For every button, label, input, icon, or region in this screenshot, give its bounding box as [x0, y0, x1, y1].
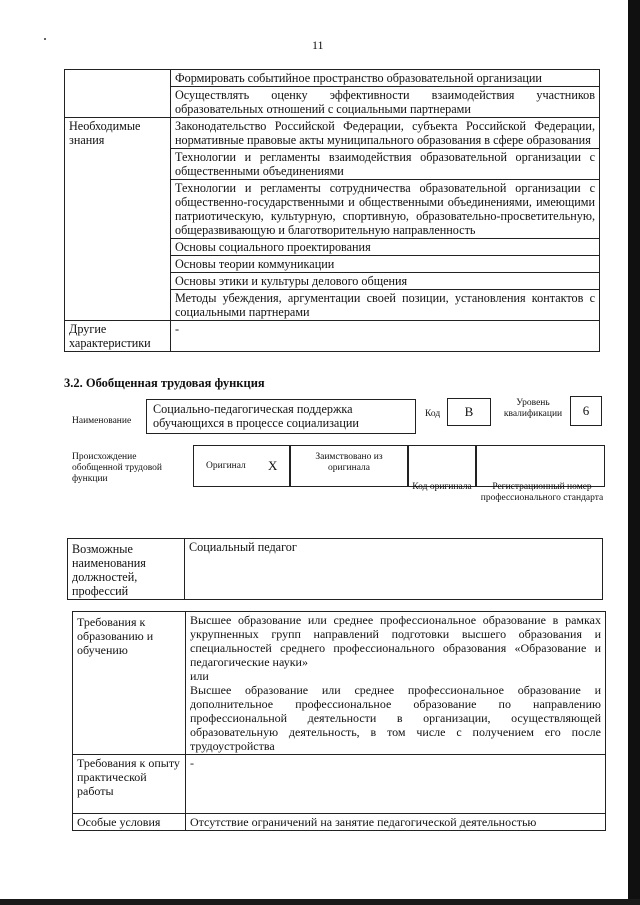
table-row [65, 70, 600, 87]
positions-label: Возможные наименования должностей, профессий [68, 539, 185, 600]
borrowed-label: Заимствовано из оригинала [315, 452, 383, 473]
table-cell: Основы этики и культуры делового общения [171, 273, 600, 290]
origin-label: Происхождение обобщенной трудовой функции [72, 452, 162, 484]
table-cell: Формировать событийное пространство образовательной организации [171, 70, 600, 87]
table-row [65, 118, 600, 149]
table-cell: Основы теории коммуникации [171, 256, 600, 273]
positions-value: Социальный педагог [185, 539, 603, 600]
table-cell: Технологии и регламенты взаимодействия образовательной организации с общественными объединениями [171, 149, 600, 180]
competency-table [64, 69, 600, 352]
level-label: Уровень квалификации [503, 398, 563, 419]
name-box [146, 399, 416, 434]
original-label: Оригинал [206, 461, 246, 471]
section-title: 3.2. Обобщенная трудовая функция [64, 376, 265, 390]
code-label: Код [425, 409, 441, 419]
table-cell: - [171, 321, 600, 352]
reg-number-caption: Регистрационный номер профессионального стандарта [480, 482, 604, 503]
reg-number-box [475, 445, 605, 487]
borrowed-box [289, 445, 409, 487]
name-label: Наименование [72, 416, 132, 426]
education-label: Требования к образованию и обучению [73, 612, 186, 755]
scan-bottom-edge [0, 899, 640, 905]
row-label-other: Другие характеристики [65, 321, 171, 352]
row-label [65, 70, 171, 118]
education-value [186, 612, 606, 755]
function-name: Социально-педагогическая поддержка обучающихся в процессе социализации [153, 402, 359, 430]
positions-table [67, 538, 603, 600]
code-original-box [407, 445, 477, 487]
code-box [447, 398, 491, 426]
table-row [73, 814, 606, 831]
education-text-1: Высшее образование или среднее профессиональное образование в рамках укрупненных групп направлений подготовки высшего образования и специальностей среднего профессионального образования «Образование и педагогические науки» [190, 613, 601, 669]
education-text-2: Высшее образование или среднее профессиональное образование и дополнительное профессиональное образование по направлению профессиональной деятельности в организации, осуществляющей образовательную деятельность, в том числе с получением его после трудоустройства [190, 683, 601, 753]
level-box [570, 396, 602, 426]
table-row [65, 321, 600, 352]
original-mark: X [268, 458, 278, 473]
experience-value: - [186, 755, 606, 814]
scan-edge [628, 0, 640, 905]
table-row [73, 755, 606, 814]
table-cell: Осуществлять оценку эффективности взаимодействия участников образовательных отношений с социальными партнерами [171, 87, 600, 118]
requirements-table [72, 611, 606, 831]
table-row [73, 612, 606, 755]
code-value: B [464, 404, 474, 419]
table-cell: Методы убеждения, аргументации своей позиции, установления контактов с социальными партнерами [171, 290, 600, 321]
original-box [193, 445, 291, 487]
special-label: Особые условия [73, 814, 186, 831]
code-original-caption: Код оригинала [412, 482, 472, 492]
education-or: или [190, 669, 209, 683]
table-row [68, 539, 603, 600]
table-cell: Технологии и регламенты сотрудничества образовательной организации с общественно-государственными и общественными объединениями, имеющими патриотическую, культурную, спортивную, образовательно-просветительную, общеразвивающую и благотворительную направленность [171, 180, 600, 239]
table-cell: Основы социального проектирования [171, 239, 600, 256]
table-cell: Законодательство Российской Федерации, субъекта Российской Федерации, нормативные правовые акты муниципального образования в сфере образования [171, 118, 600, 149]
level-value: 6 [582, 403, 590, 418]
experience-label: Требования к опыту практической работы [73, 755, 186, 814]
scan-speck [44, 38, 46, 40]
special-value: Отсутствие ограничений на занятие педагогической деятельностью [186, 814, 606, 831]
page-number: 11 [312, 38, 324, 52]
row-label-knowledge: Необходимые знания [65, 118, 171, 321]
